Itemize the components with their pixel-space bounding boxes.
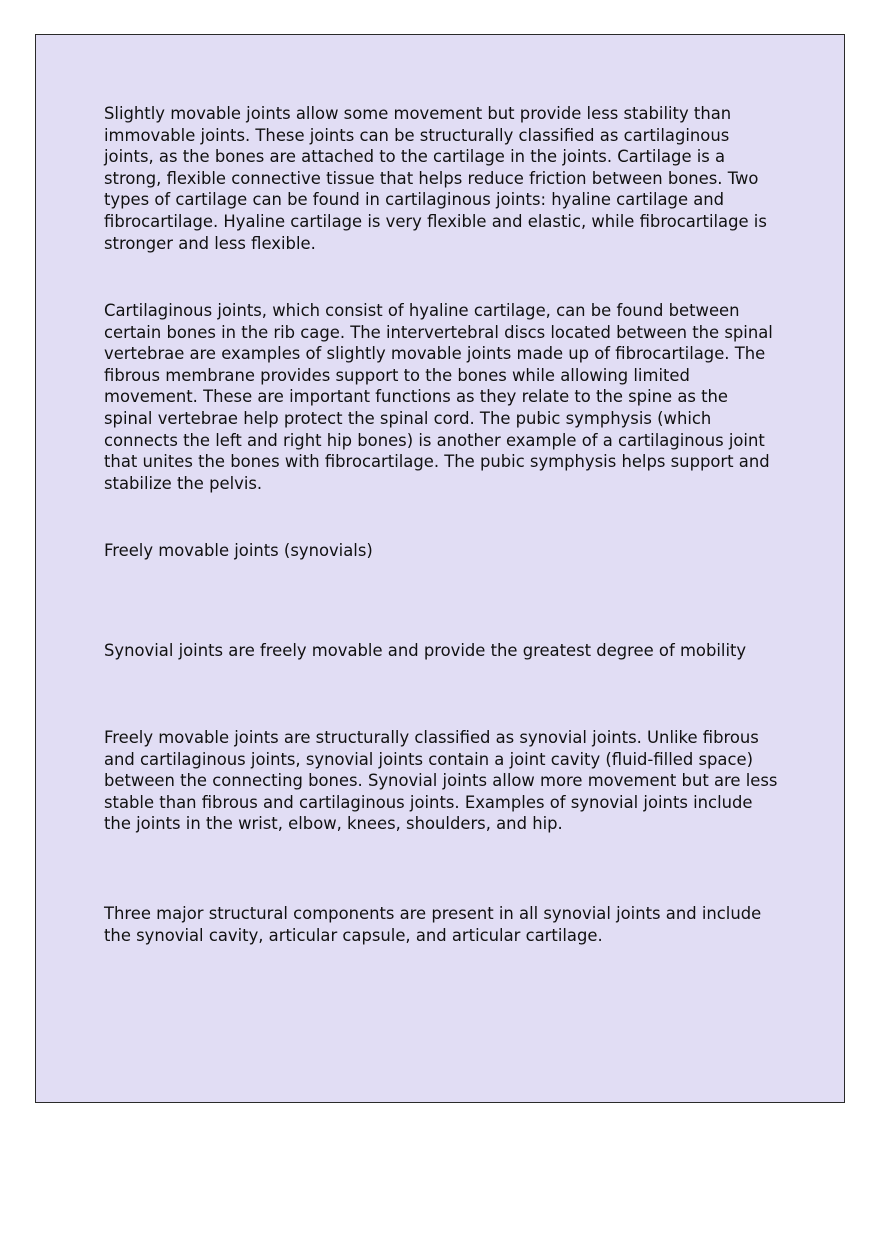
paragraph-synovial-summary: Synovial joints are freely movable and provide the greatest degree of mobility — [104, 641, 747, 660]
section-heading-synovials: Freely movable joints (synovials) — [104, 541, 373, 560]
paragraph-cartilaginous-intro: Slightly movable joints allow some movement but provide less stability than immovable joints. These joints can be structurally classified as cartilaginous joints, as the bones are attached to the cartilage in the joints. Cartilage is a strong, flexible connective tissue that helps reduce friction between bones. Two types of cartilage can be found in cartilaginous joints: hyaline cartilage and fibrocartilage. Hyaline cartilage is very flexible and elastic, while fibrocartilage is stronger and less flexible. — [104, 104, 767, 253]
paragraph-synovial-classification: Freely movable joints are structurally classified as synovial joints. Unlike fibrous and cartilaginous joints, synovial joints contain a joint cavity (fluid-filled space) between the connecting bones. Synovial joints allow more movement but are less stable than fibrous and cartilaginous joints. Examples of synovial joints include the joints in the wrist, elbow, knees, shoulders, and hip. — [104, 728, 778, 834]
paragraph-cartilaginous-examples: Cartilaginous joints, which consist of hyaline cartilage, can be found between certain bones in the rib cage. The intervertebral discs located between the spinal vertebrae are examples of slightly movable joints made up of fibrocartilage. The fibrous membrane provides support to the bones while allowing limited movement. These are important functions as they relate to the spine as the spinal vertebrae help protect the spinal cord. The pubic symphysis (which connects the left and right hip bones) is another example of a cartilaginous joint that unites the bones with fibrocartilage. The pubic symphysis helps support and stabilize the pelvis. — [104, 301, 773, 493]
paragraph-synovial-components: Three major structural components are present in all synovial joints and include the synovial cavity, articular capsule, and articular cartilage. — [104, 904, 762, 945]
